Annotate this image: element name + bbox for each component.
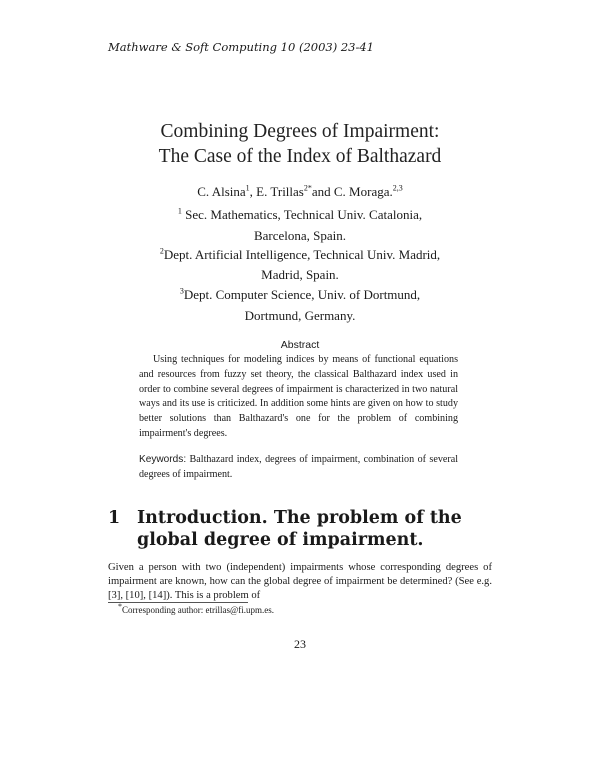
page-number: 23 (294, 637, 306, 651)
author-1: C. Alsina (197, 184, 246, 199)
paper-title-line1: Combining Degrees of Impairment: (160, 121, 440, 142)
author-2: , E. Trillas (249, 184, 304, 199)
section-title: Introduction. The problem of the global degree of impairment. (137, 508, 462, 550)
keywords (139, 453, 458, 483)
footnote: *Corresponding author: etrillas@fi.upm.es. (118, 602, 275, 615)
author-1-mark: 1 (245, 183, 250, 193)
affiliation-1-city: Barcelona, Spain. (253, 228, 347, 243)
author-2-mark: 2* (303, 183, 312, 193)
body-paragraph: Given a person with two (independent) impairments whose corresponding degrees of impairment are known, how can the global degree of impairment be determined? (See e.g. [3], [10], [14]). This is a problem of (108, 562, 492, 601)
footnote-rule (108, 602, 248, 603)
affiliation-3-city: Dortmund, Germany. (244, 308, 356, 323)
keywords-text: Balthazard index, degrees of impairment, combination of several degrees of impairment. (139, 454, 458, 480)
paper-title-line2: The Case of the Index of Balthazard (158, 146, 442, 167)
author-3-mark: 2,3 (392, 183, 403, 193)
affiliation-1: $^1$ Sec. Mathematics, Technical Univ. Catalonia, (177, 206, 423, 222)
affiliation-2: $^2$Dept. Artificial Intelligence, Technical Univ. Madrid, (159, 246, 441, 262)
affiliation-3: $^3$Dept. Computer Science, Univ. of Dortmund, (179, 286, 421, 302)
abstract-text: Using techniques for modeling indices by means of functional equations and resources from fuzzy set theory, the classical Balthazard index used in order to combine several degrees of impairment is characterized in two natural ways and its use is criticized. In addition some hints are given on how to study better solutions than Balthazard's one for the problem of combining impairment's degrees. (139, 354, 458, 439)
abstract-heading: Abstract (280, 339, 320, 351)
authors (0, 184, 600, 200)
section-number: 1 (108, 508, 121, 528)
keywords-label: Keywords: (139, 454, 187, 465)
affiliation-2-city: Madrid, Spain. (261, 267, 339, 282)
journal-header: Mathware & Soft Computing 10 (2003) 23-41 (108, 40, 374, 54)
corresponding-star: * (307, 183, 312, 193)
author-3: and C. Moraga. (311, 184, 393, 199)
